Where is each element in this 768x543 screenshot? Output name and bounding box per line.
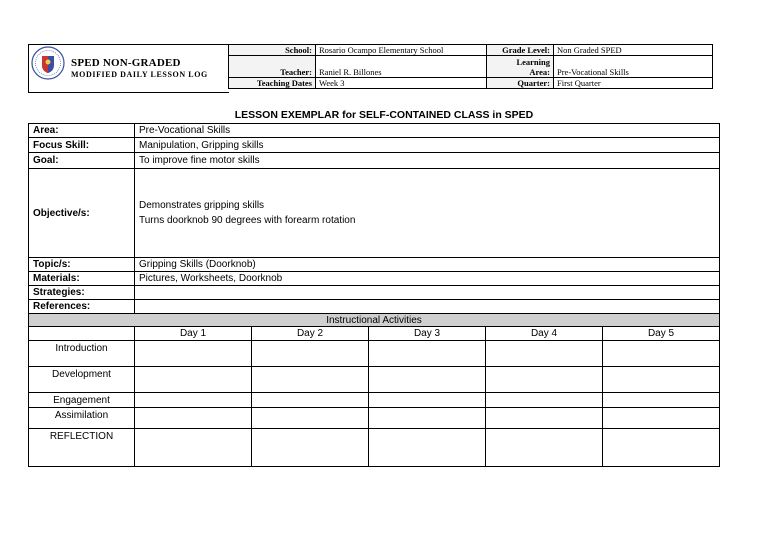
assimilation-day-5: [603, 408, 720, 429]
grade-level-value: Non Graded SPED: [554, 45, 713, 56]
focus-skill-value: Manipulation, Gripping skills: [135, 138, 720, 153]
grade-level-label: Grade Level:: [487, 45, 554, 56]
day-2-header: Day 2: [252, 327, 369, 341]
introduction-day-5: [603, 341, 720, 367]
area-value: Pre-Vocational Skills: [135, 124, 720, 138]
objective-1: Demonstrates gripping skills: [139, 200, 265, 211]
objective-2: Turns doorknob 90 degrees with forearm rotation: [139, 215, 356, 226]
engagement-day-5: [603, 393, 720, 408]
introduction-day-3: [369, 341, 486, 367]
assimilation-label: Assimilation: [29, 408, 135, 429]
assimilation-day-1: [135, 408, 252, 429]
assimilation-day-4: [486, 408, 603, 429]
introduction-day-2: [252, 341, 369, 367]
teaching-dates-value: Week 3: [316, 78, 487, 89]
references-label: References:: [29, 300, 135, 314]
objectives-label: Objective/s:: [29, 169, 135, 258]
table-row: [29, 367, 720, 393]
teacher-label: Teacher:: [229, 56, 316, 78]
development-day-3: [369, 367, 486, 393]
materials-value: Pictures, Worksheets, Doorknob: [135, 272, 720, 286]
learning-area-label-line-1: Learning: [516, 57, 550, 67]
teaching-dates-label: Teaching Dates: [229, 78, 316, 89]
reflection-day-1: [135, 429, 252, 467]
topics-label: Topic/s:: [29, 258, 135, 272]
table-row: [29, 393, 720, 408]
assimilation-day-2: [252, 408, 369, 429]
table-row: [29, 429, 720, 467]
exemplar-title: LESSON EXEMPLAR for SELF-CONTAINED CLASS in SPED: [234, 109, 534, 121]
school-label: School:: [229, 45, 316, 56]
introduction-day-1: [135, 341, 252, 367]
assimilation-day-3: [369, 408, 486, 429]
table-row: [29, 408, 720, 429]
learning-area-label-line-2: Area:: [529, 67, 550, 77]
school-title: SPED NON-GRADED: [71, 57, 181, 69]
reflection-day-2: [252, 429, 369, 467]
day-3-header: Day 3: [369, 327, 486, 341]
engagement-day-1: [135, 393, 252, 408]
instructional-activities-header: Instructional Activities: [29, 314, 720, 327]
strategies-label: Strategies:: [29, 286, 135, 300]
engagement-day-4: [486, 393, 603, 408]
development-day-1: [135, 367, 252, 393]
introduction-day-4: [486, 341, 603, 367]
objectives-value: [135, 169, 720, 258]
reflection-label: REFLECTION: [29, 429, 135, 467]
materials-label: Materials:: [29, 272, 135, 286]
introduction-label: Introduction: [29, 341, 135, 367]
day-header-blank: [29, 327, 135, 341]
quarter-label: Quarter:: [487, 78, 554, 89]
focus-skill-label: Focus Skill:: [29, 138, 135, 153]
lesson-table: [28, 123, 720, 467]
strategies-value: [135, 286, 720, 300]
goal-value: To improve fine motor skills: [135, 153, 720, 169]
quarter-value: First Quarter: [554, 78, 713, 89]
teacher-value: Raniel R. Billones: [316, 56, 487, 78]
day-4-header: Day 4: [486, 327, 603, 341]
reflection-day-4: [486, 429, 603, 467]
engagement-day-3: [369, 393, 486, 408]
engagement-label: Engagement: [29, 393, 135, 408]
reflection-day-3: [369, 429, 486, 467]
development-label: Development: [29, 367, 135, 393]
goal-label: Goal:: [29, 153, 135, 169]
reflection-day-5: [603, 429, 720, 467]
school-value: Rosario Ocampo Elementary School: [316, 45, 487, 56]
development-day-5: [603, 367, 720, 393]
learning-area-label: [487, 56, 554, 78]
development-day-4: [486, 367, 603, 393]
header-info-table: [228, 44, 713, 89]
log-title: MODIFIED DAILY LESSON LOG: [71, 70, 208, 79]
development-day-2: [252, 367, 369, 393]
references-value: [135, 300, 720, 314]
day-5-header: Day 5: [603, 327, 720, 341]
topics-value: Gripping Skills (Doorknob): [135, 258, 720, 272]
engagement-day-2: [252, 393, 369, 408]
area-label: Area:: [29, 124, 135, 138]
table-row: [29, 341, 720, 367]
learning-area-value: Pre-Vocational Skills: [554, 56, 713, 78]
day-1-header: Day 1: [135, 327, 252, 341]
